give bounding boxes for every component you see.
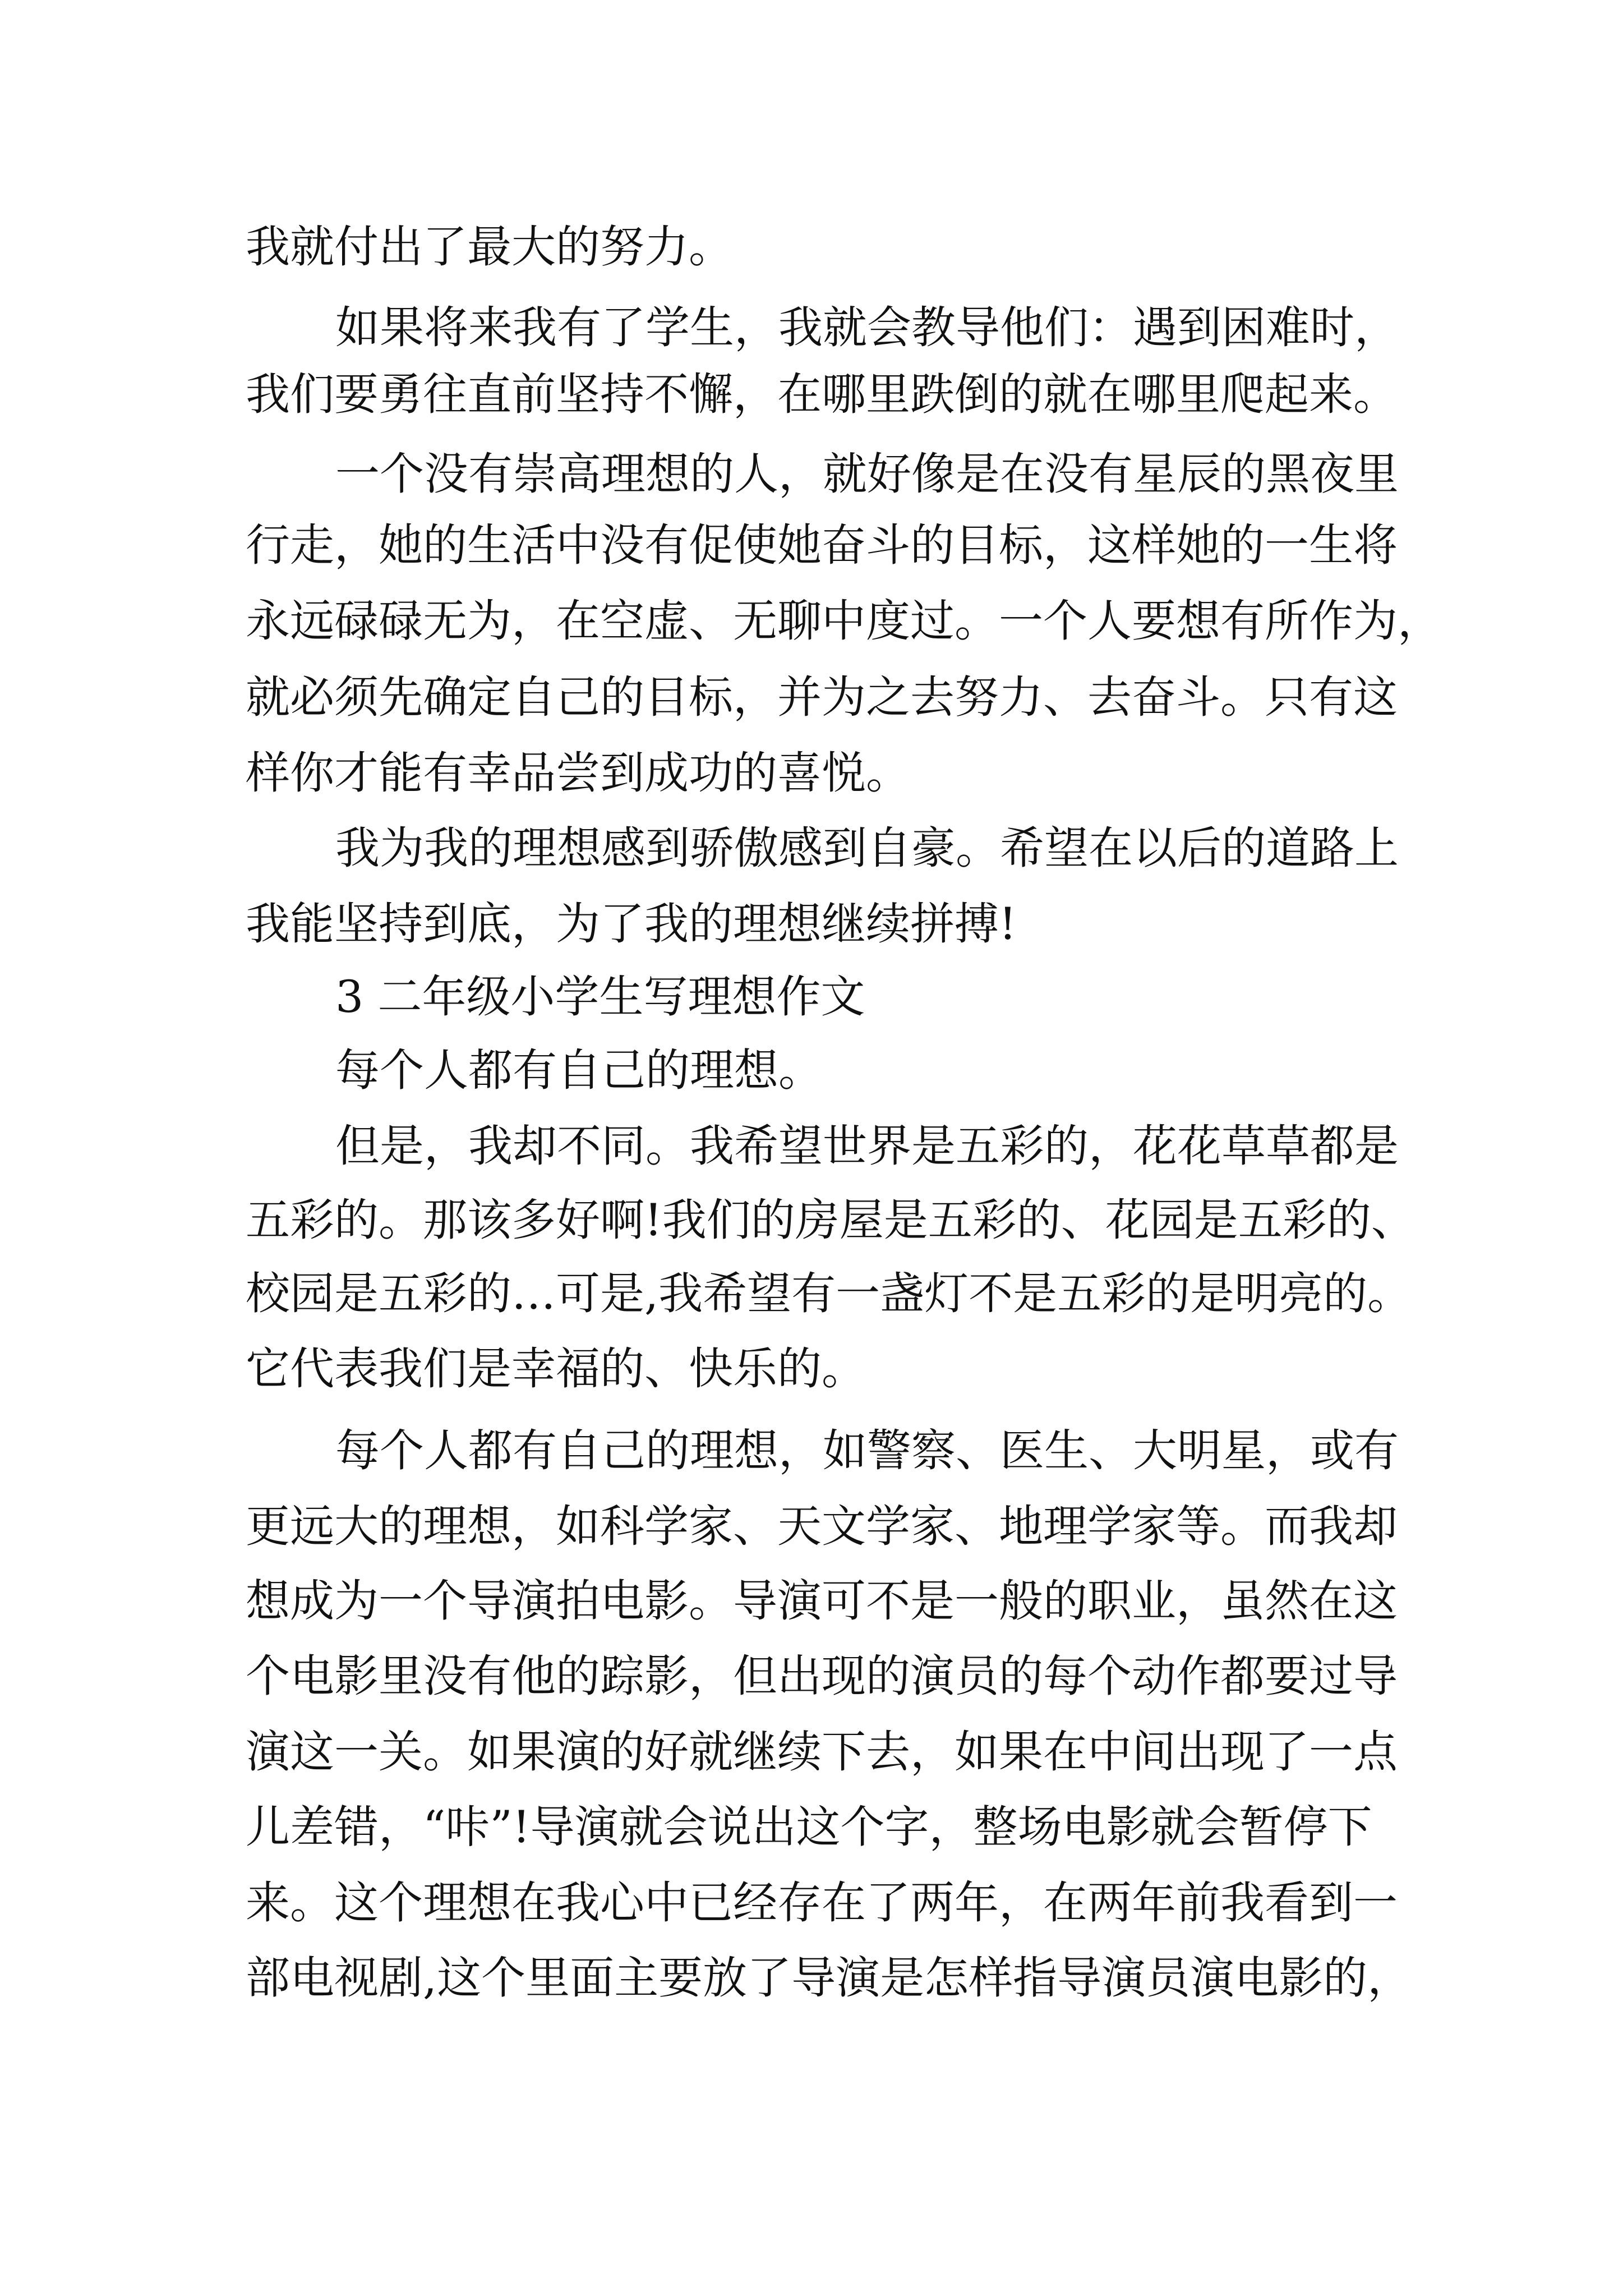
text-line: 个电影里没有他的踪影，但出现的演员的每个动作都要过导 xyxy=(246,1650,1398,1702)
section-heading: 3 二年级小学生写理想作文 xyxy=(335,971,865,1023)
text-line: 每个人都有自己的理想。 xyxy=(335,1045,823,1096)
text-line: 就必须先确定自己的目标，并为之去努力、去奋斗。只有这 xyxy=(246,671,1398,723)
text-line: 如果将来我有了学生，我就会教导他们：遇到困难时， xyxy=(335,302,1399,353)
text-line: 来。这个理想在我心中已经存在了两年，在两年前我看到一 xyxy=(246,1877,1398,1929)
text-line: 样你才能有幸品尝到成功的喜悦。 xyxy=(246,747,910,799)
text-line: 我们要勇往直前坚持不懈，在哪里跌倒的就在哪里爬起来。 xyxy=(246,369,1398,420)
text-line: 我能坚持到底，为了我的理想继续拼搏! xyxy=(246,898,1017,950)
text-line: 校园是五彩的…可是,我希望有一盏灯不是五彩的是明亮的。 xyxy=(246,1268,1412,1319)
text-line: 部电视剧,这个里面主要放了导演是怎样指导演员演电影的， xyxy=(246,1952,1412,2004)
text-line: 儿差错，“咔”!导演就会说出这个字，整场电影就会暂停下 xyxy=(246,1801,1372,1853)
text-line: 演这一关。如果演的好就继续下去，如果在中间出现了一点 xyxy=(246,1726,1398,1778)
text-line: 每个人都有自己的理想，如警察、医生、大明星，或有 xyxy=(335,1425,1399,1476)
text-line: 更远大的理想，如科学家、天文学家、地理学家等。而我却 xyxy=(246,1501,1398,1552)
text-line: 但是，我却不同。我希望世界是五彩的，花花草草都是 xyxy=(335,1120,1399,1172)
text-line: 我为我的理想感到骄傲感到自豪。希望在以后的道路上 xyxy=(335,822,1399,874)
text-line: 五彩的。那该多好啊!我们的房屋是五彩的、花园是五彩的、 xyxy=(246,1194,1415,1246)
text-line: 行走，她的生活中没有促使她奋斗的目标，这样她的一生将 xyxy=(246,519,1398,571)
text-line: 它代表我们是幸福的、快乐的。 xyxy=(246,1343,866,1395)
text-line: 想成为一个导演拍电影。导演可不是一般的职业，虽然在这 xyxy=(246,1575,1398,1627)
text-line: 一个没有崇高理想的人，就好像是在没有星辰的黑夜里 xyxy=(335,448,1399,500)
text-line: 我就付出了最大的努力。 xyxy=(246,221,733,273)
text-line: 永远碌碌无为，在空虚、无聊中度过。一个人要想有所作为， xyxy=(246,595,1442,647)
